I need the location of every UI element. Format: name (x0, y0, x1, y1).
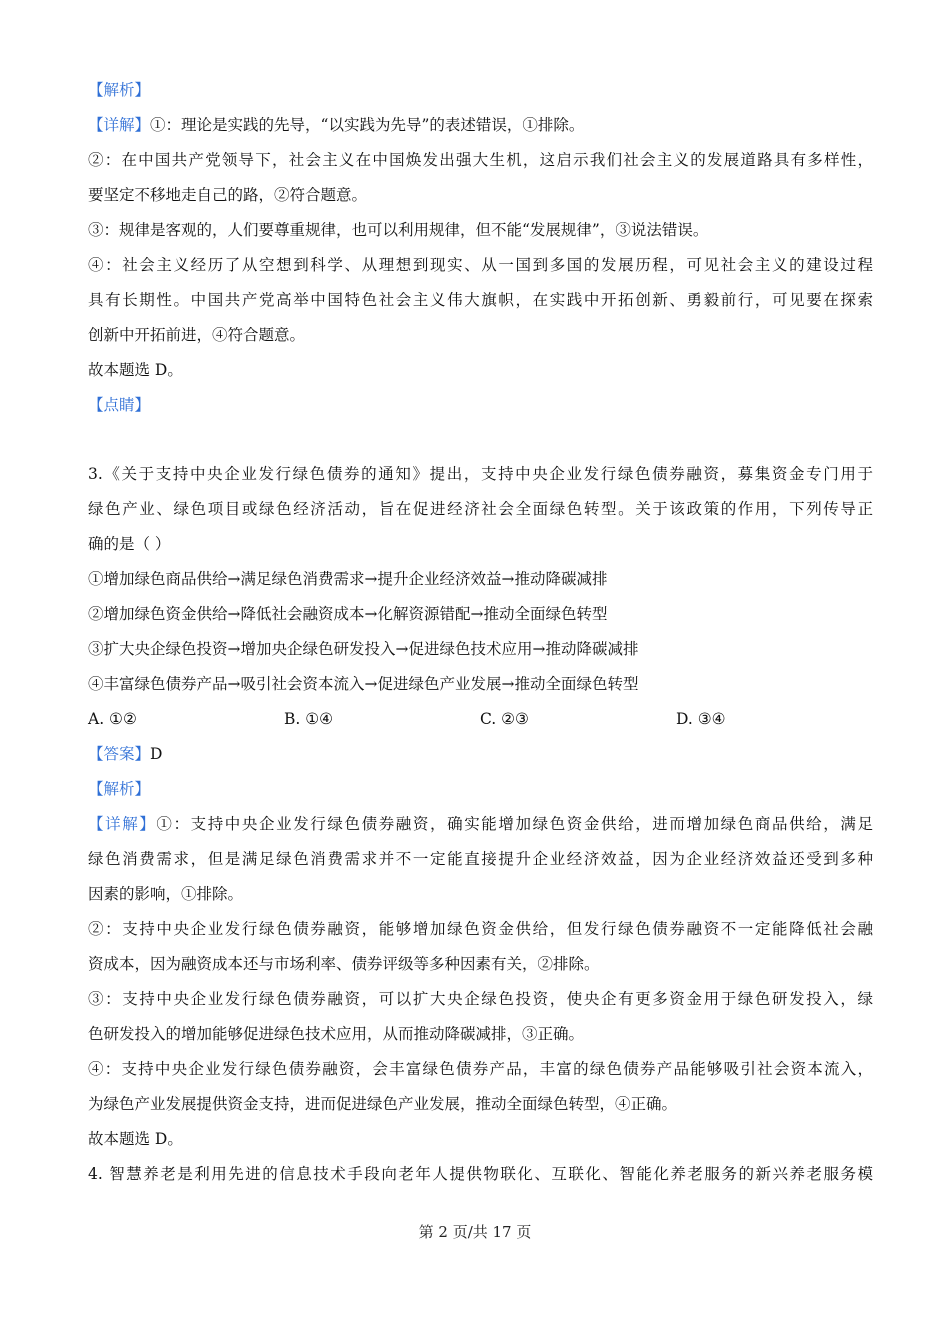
option-a: A. ①② (88, 710, 137, 728)
q3-detail-line-4: ②：支持中央企业发行绿色债券融资，能够增加绿色资金供给，但发行绿色债券融资不一定能降低社会融 (88, 920, 873, 938)
q3-answer (88, 737, 873, 772)
q3-stem-line-3: 确的是（ ） (88, 535, 171, 553)
page-footer: 第 2 页/共 17 页 (418, 1223, 532, 1241)
option-c: C. ②③ (480, 710, 529, 728)
q3-item-1: ①增加绿色商品供给→满足绿色消费需求→提升企业经济效益→推动降碳减排 (88, 570, 608, 588)
q3-conclusion: 故本题选 D。 (88, 1130, 183, 1148)
q3-detail-line-3: 因素的影响，①排除。 (88, 885, 244, 903)
answer-tag: 【答案】 (88, 745, 151, 763)
q2-detail-line-2: ②：在中国共产党领导下，社会主义在中国焕发出强大生机，这启示我们社会主义的发展道路具有多样性， (88, 151, 873, 169)
q2-detail-line-5: ④：社会主义经历了从空想到科学、从理想到现实、从一国到多国的发展历程，可见社会主义的建设过程 (88, 256, 873, 274)
q3-detail-line-2: 绿色消费需求，但是满足绿色消费需求并不一定能直接提升企业经济效益，因为企业经济效益还受到多种 (88, 850, 873, 868)
q3-stem-line-1: 3.《关于支持中央企业发行绿色债券的通知》提出，支持中央企业发行绿色债券融资，募集资金专门用于 (88, 465, 873, 483)
q3-stem-line-2: 绿色产业、绿色项目或绿色经济活动，旨在促进经济社会全面绿色转型。关于该政策的作用，下列传导正 (88, 500, 873, 518)
analysis-tag: 【解析】 (88, 780, 151, 798)
detail-tag: 【详解】 (88, 116, 151, 134)
option-b: B. ①④ (284, 710, 334, 728)
highlight-tag: 【点睛】 (88, 396, 151, 414)
q2-detail-line-7: 创新中开拓前进，④符合题意。 (88, 326, 306, 344)
q3-item-2: ②增加绿色资金供给→降低社会融资成本→化解资源错配→推动全面绿色转型 (88, 605, 608, 623)
page-content (88, 73, 873, 1192)
q2-detail-line-4: ③：规律是客观的，人们要尊重规律，也可以利用规律，但不能“发展规律”，③说法错误。 (88, 221, 709, 239)
q3-detail-line-9: 为绿色产业发展提供资金支持，进而促进绿色产业发展，推动全面绿色转型，④正确。 (88, 1095, 678, 1113)
option-d: D. ③④ (676, 710, 726, 728)
q3-item-3: ③扩大央企绿色投资→增加央企绿色研发投入→促进绿色技术应用→推动降碳减排 (88, 640, 639, 658)
spacer (88, 423, 873, 457)
q3-options (88, 702, 873, 737)
q3-detail-line-6: ③：支持中央企业发行绿色债券融资，可以扩大央企绿色投资，使央企有更多资金用于绿色研发投入，绿 (88, 990, 873, 1008)
q2-detail-line-6: 具有长期性。中国共产党高举中国特色社会主义伟大旗帜，在实践中开拓创新、勇毅前行，可见要在探索 (88, 291, 873, 309)
detail-tag: 【详解】 (88, 815, 157, 833)
analysis-tag: 【解析】 (88, 81, 151, 99)
q3-detail-line-7: 色研发投入的增加能够促进绿色技术应用，从而推动降碳减排，③正确。 (88, 1025, 585, 1043)
q2-detail-line-1: 【详解】①：理论是实践的先导，“以实践为先导”的表述错误，①排除。 (88, 116, 585, 134)
q2-detail-line-3: 要坚定不移地走自己的路，②符合题意。 (88, 186, 368, 204)
q3-item-4: ④丰富绿色债券产品→吸引社会资本流入→促进绿色产业发展→推动全面绿色转型 (88, 675, 639, 693)
q2-conclusion: 故本题选 D。 (88, 361, 183, 379)
answer-value: D (150, 745, 163, 763)
q4-stem-line-1: 4. 智慧养老是利用先进的信息技术手段向老年人提供物联化、互联化、智能化养老服务的新兴养老服务模 (88, 1165, 873, 1183)
q3-detail-line-8: ④：支持中央企业发行绿色债券融资，会丰富绿色债券产品，丰富的绿色债券产品能够吸引社会资本流入， (88, 1060, 873, 1078)
q3-detail-line-1: 【详解】①：支持中央企业发行绿色债券融资，确实能增加绿色资金供给，进而增加绿色商品供给，满足 (88, 815, 873, 833)
q3-detail-line-5: 资成本，因为融资成本还与市场利率、债券评级等多种因素有关，②排除。 (88, 955, 600, 973)
